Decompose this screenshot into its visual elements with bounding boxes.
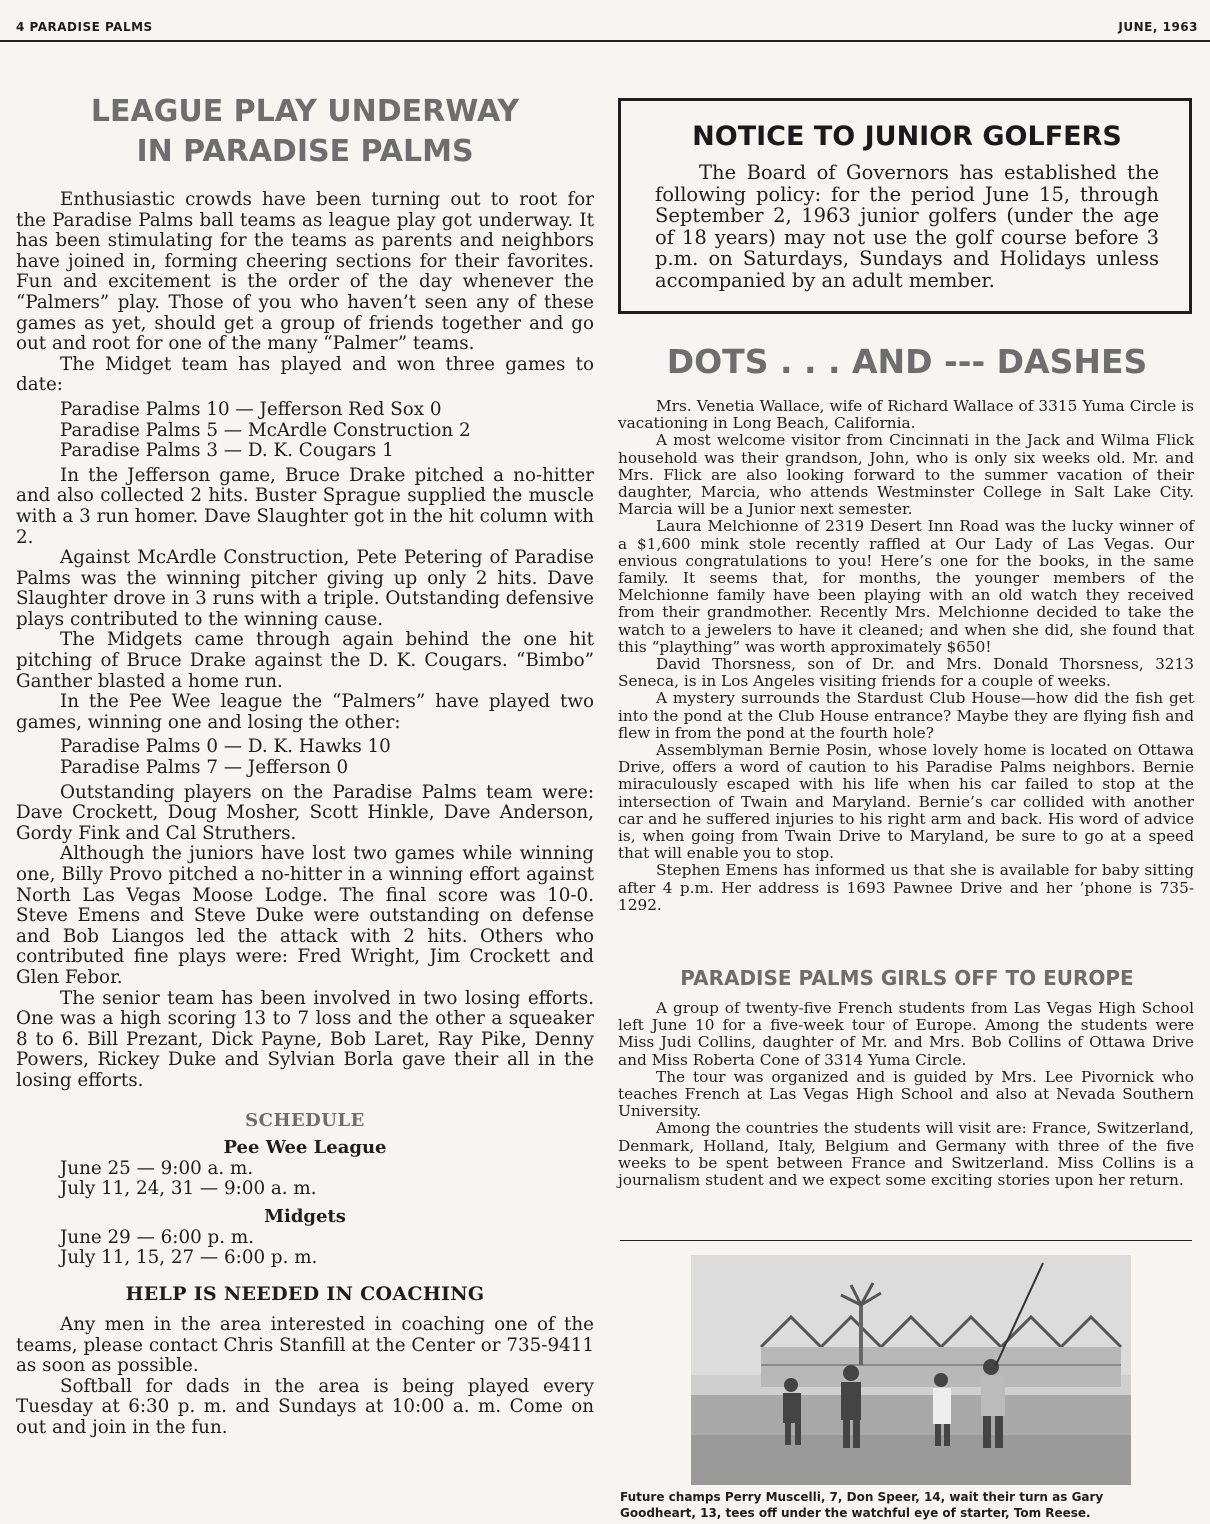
news-item: A most welcome visitor from Cincinnati in the Jack and Wilma Flick household was their grandson, John, who is only six weeks old. Mr. and Mrs. Flick are also looking forward to the summer vacation of their daughter, Marcia, who attends Westminster College in Salt Lake City. Marcia will be a Junior next semester. bbox=[618, 431, 1194, 519]
notice-title: NOTICE TO JUNIOR GOLFERS bbox=[692, 121, 1122, 152]
news-item: Laura Melchionne of 2319 Desert Inn Road was the lucky winner of a $1,600 mink stole recently raffled at Our Lady of Las Vegas. Our envious congratulations to you! Here’s one for the books, in the same family. It seems that, for months, the younger members of the Melchionne family have been playing with an old watch they received from their grandmother. Recently Mrs. Melchionne decided to take the watch to a jewelers to have it cleaned; and when she did, she found that this “plaything” was worth approximately $650! bbox=[618, 517, 1194, 656]
girls-europe-headline: PARADISE PALMS GIRLS OFF TO EUROPE bbox=[680, 966, 1134, 990]
news-item: Stephen Emens has informed us that she is available for baby sitting after 4 p.m. Her address is 1693 Pawnee Drive and her ’phone is 735-1292. bbox=[618, 861, 1194, 914]
article-paragraph: The senior team has been involved in two losing efforts. One was a high scoring 13 to 7 loss and the other a squeaker 8 to 6. Bill Prezant, Dick Payne, Bob Laret, Ray Pike, Denny Powers, Rickey Duke and Sylvian Borla gave their all in the losing efforts. bbox=[16, 987, 594, 1091]
article-paragraph: Although the juniors have lost two games while winning one, Billy Provo pitched a no-hitter in a winning effort against North Las Vegas Moose Lodge. The final score was 10-0. Steve Emens and Steve Duke were outstanding on defense and Bob Liangos led the attack with 2 hits. Others who contributed fine plays were: Fred Wright, Jim Crockett and Glen Febor. bbox=[16, 843, 594, 988]
article-paragraph: Any men in the area interested in coaching one of the teams, please contact Chris Stanfill at the Center or 735-9411 as soon as possible. bbox=[16, 1313, 594, 1377]
headline-line-2: IN PARADISE PALMS bbox=[136, 134, 474, 169]
notice-body: The Board of Governors has established the following policy: for the period June 15, through September 2, 1963 junior golfers (under the age of 18 years) may not use the golf course before 3 p.m. on Saturdays, Sundays and Holidays unless accompanied by an adult member. bbox=[655, 161, 1159, 292]
news-item: Assemblyman Bernie Posin, whose lovely home is located on Ottawa Drive, offers a word of caution to his Paradise Palms neighbors. Bernie miraculously escaped with his life when his car failed to stop at the intersection of Twain and Maryland. Bernie’s car collided with another car and he suffered injuries to his right arm and back. His word of advice is, when going from Twain Drive to Maryland, be sure to go at a speed that will enable you to stop. bbox=[618, 741, 1194, 863]
league-headline bbox=[16, 92, 594, 172]
article-paragraph: Softball for dads in the area is being played every Tuesday at 6:30 p. m. and Sundays at 10:00 a. m. Come on out and join in the fun. bbox=[16, 1375, 594, 1438]
article-paragraph: In the Pee Wee league the “Palmers” have played two games, winning one and losing the other: bbox=[16, 691, 594, 733]
score-line: Paradise Palms 0 — D. K. Hawks 10 bbox=[60, 736, 391, 758]
score-line: Paradise Palms 7 — Jefferson 0 bbox=[60, 757, 349, 779]
girls-europe-article bbox=[618, 1000, 1194, 1189]
article-paragraph: Enthusiastic crowds have been turning out to root for the Paradise Palms ball teams as league play got underway. It has been stimulating for the teams as parents and neighbors have joined in, forming cheering sections for their favorites. Fun and excitement is the order of the day whenever the “Palmers” play. Those of you who haven’t seen any of these games as yet, should get a group of friends together and go out and root for one of the many “Palmer” teams. bbox=[16, 189, 594, 355]
article-paragraph: Outstanding players on the Paradise Palms team were: Dave Crockett, Doug Mosher, Scott Hinkle, Dave Anderson, Gordy Fink and Cal Struthers. bbox=[16, 781, 594, 844]
caption-line: Future champs Perry Muscelli, 7, Don Speer, 14, wait their turn as Gary bbox=[620, 1490, 1104, 1504]
news-item: A mystery surrounds the Stardust Club House—how did the fish get into the pond at the Club House entrance? Maybe they are flying fish and flew in from the pond at the fourth hole? bbox=[618, 689, 1194, 742]
news-item: David Thorsness, son of Dr. and Mrs. Donald Thorsness, 3213 Seneca, is in Los Angeles visiting friends for a couple of weeks. bbox=[618, 655, 1194, 691]
article-paragraph: The tour was organized and is guided by Mrs. Lee Pivornick who teaches French at Las Vegas High School and also at Nevada Southern University. bbox=[618, 1067, 1194, 1121]
peewee-schedule-title: Pee Wee League bbox=[223, 1136, 387, 1158]
score-line: Paradise Palms 5 — McArdle Construction 2 bbox=[60, 419, 471, 441]
page-number-title: 4 PARADISE PALMS bbox=[16, 20, 153, 34]
news-item: Mrs. Venetia Wallace, wife of Richard Wallace of 3315 Yuma Circle is vacationing in Long Beach, California. bbox=[618, 397, 1194, 433]
article-paragraph: Against McArdle Construction, Pete Petering of Paradise Palms was the winning pitcher giving up only 2 hits. Dave Slaughter drove in 3 runs with a triple. Outstanding defensive plays contributed to the winning cause. bbox=[16, 547, 594, 630]
schedule-line: July 11, 15, 27 — 6:00 p. m. bbox=[60, 1247, 318, 1269]
article-paragraph: The Midgets came through again behind the one hit pitching of Bruce Drake against the D. K. Cougars. “Bimbo” Ganther blasted a home run. bbox=[16, 629, 594, 692]
article-paragraph: The Midget team has played and won three games to date: bbox=[16, 353, 594, 396]
schedule-line: June 29 — 6:00 p. m. bbox=[60, 1226, 255, 1248]
photo-caption bbox=[620, 1489, 1192, 1521]
page-header bbox=[16, 20, 1198, 38]
midgets-schedule-title: Midgets bbox=[264, 1205, 346, 1227]
dots-dashes-column bbox=[618, 398, 1194, 914]
coaching-help-title: HELP IS NEEDED IN COACHING bbox=[125, 1282, 485, 1305]
article-paragraph: Among the countries the students will visit are: France, Switzerland, Denmark, Holland, Italy, Belgium and Germany with three of the five weeks to be spent between France and Switzerland. Miss Collins is a journalism student and we expect some exciting stories upon her return. bbox=[618, 1119, 1194, 1190]
league-article bbox=[16, 92, 594, 1438]
headline-line-1: LEAGUE PLAY UNDERWAY bbox=[90, 94, 520, 129]
schedule-line: July 11, 24, 31 — 9:00 a. m. bbox=[60, 1178, 317, 1200]
article-paragraph: In the Jefferson game, Bruce Drake pitched a no-hitter and also collected 2 hits. Buster Sprague supplied the muscle with a 3 run homer. Dave Slaughter got in the hit column with 2. bbox=[16, 464, 594, 548]
section-rule bbox=[620, 1240, 1192, 1241]
caption-line: Goodheart, 13, tees off under the watchful eye of starter, Tom Reese. bbox=[620, 1506, 1091, 1520]
article-paragraph: A group of twenty-five French students from Las Vegas High School left June 10 for a five-week tour of Europe. Among the students were Miss Judi Collins, daughter of Mr. and Mrs. Bob Collins of Ottawa Drive and Miss Roberta Cone of 3314 Yuma Circle. bbox=[618, 999, 1194, 1069]
schedule-line: June 25 — 9:00 a. m. bbox=[60, 1157, 254, 1179]
dots-dashes-headline: DOTS . . . AND --- DASHES bbox=[666, 342, 1148, 381]
score-line: Paradise Palms 10 — Jefferson Red Sox 0 bbox=[60, 398, 442, 420]
score-line: Paradise Palms 3 — D. K. Cougars 1 bbox=[60, 440, 394, 462]
issue-date: JUNE, 1963 bbox=[1118, 20, 1198, 34]
midget-scores bbox=[16, 400, 594, 462]
header-rule bbox=[0, 40, 1210, 42]
schedule-title: SCHEDULE bbox=[245, 1109, 365, 1131]
peewee-scores bbox=[16, 737, 594, 778]
golf-photo bbox=[691, 1255, 1131, 1485]
junior-golfers-notice-box bbox=[618, 98, 1192, 314]
